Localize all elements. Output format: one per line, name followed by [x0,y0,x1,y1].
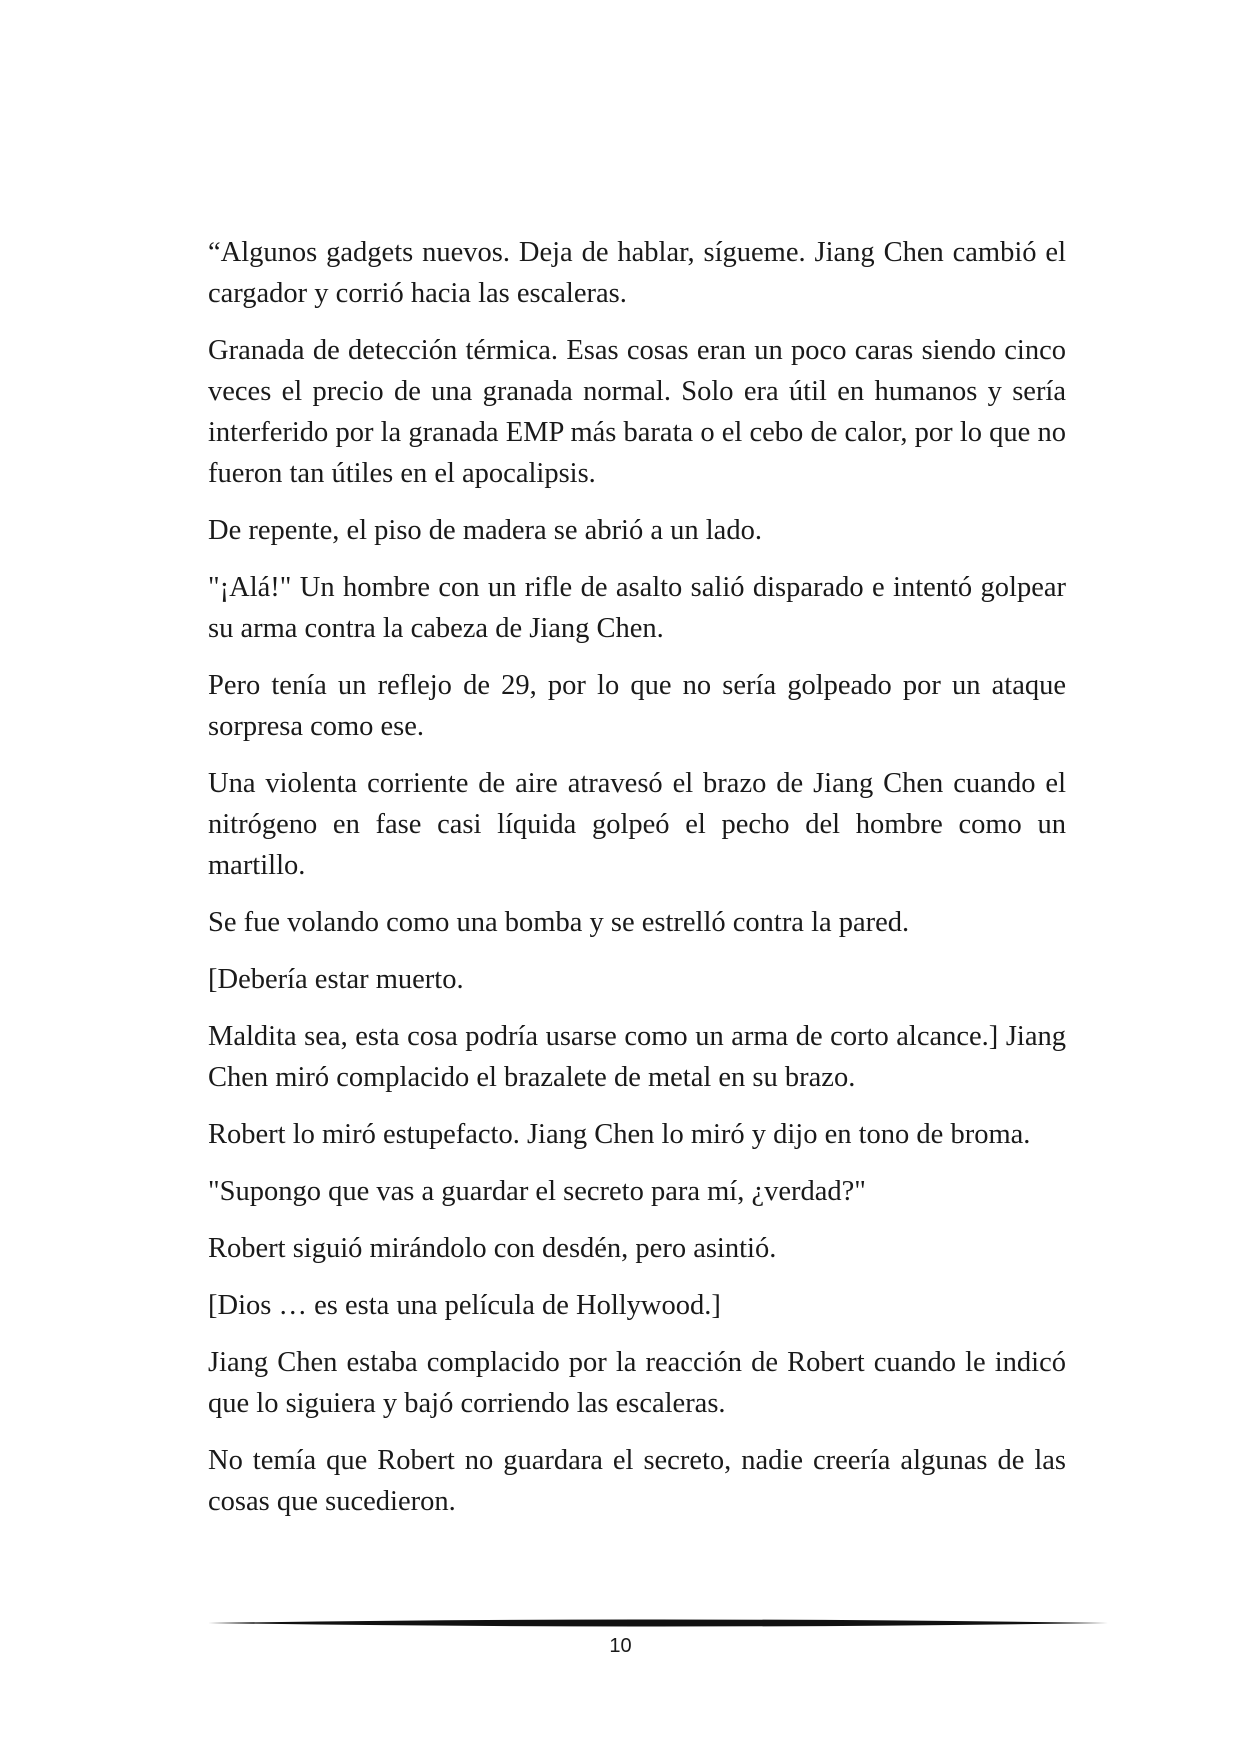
body-text [208,232,1066,1538]
paragraph-2: Granada de detección térmica. Esas cosas eran un poco caras siendo cinco veces el precio de una granada normal. Solo era útil en humanos y sería interferido por la granada EMP más barata o el cebo de calor, por lo que no fueron tan útiles en el apocalipsis. [208,335,1066,489]
footer-divider [208,1618,1108,1628]
paragraph-12: Robert siguió mirándolo con desdén, pero asintió. [208,1233,777,1264]
page-number: 10 [609,1635,632,1657]
paragraph-3: De repente, el piso de madera se abrió a un lado. [208,515,762,546]
paragraph-5: Pero tenía un reflejo de 29, por lo que no sería golpeado por un ataque sorpresa como ese. [208,670,1066,742]
paragraph-11: "Supongo que vas a guardar el secreto para mí, ¿verdad?" [208,1176,866,1207]
paragraph-1: “Algunos gadgets nuevos. Deja de hablar, sígueme. Jiang Chen cambió el cargador y corrió hacia las escaleras. [208,237,1066,309]
paragraph-14: Jiang Chen estaba complacido por la reacción de Robert cuando le indicó que lo siguiera y bajó corriendo las escaleras. [208,1347,1066,1419]
paragraph-10: Robert lo miró estupefacto. Jiang Chen lo miró y dijo en tono de broma. [208,1119,1031,1150]
paragraph-8: [Debería estar muerto. [208,964,464,995]
paragraph-15: No temía que Robert no guardara el secreto, nadie creería algunas de las cosas que sucedieron. [208,1445,1066,1517]
paragraph-4: "¡Alá!" Un hombre con un rifle de asalto salió disparado e intentó golpear su arma contra la cabeza de Jiang Chen. [208,572,1066,644]
paragraph-13: [Dios … es esta una película de Hollywood.] [208,1290,721,1321]
paragraph-7: Se fue volando como una bomba y se estrelló contra la pared. [208,907,910,938]
paragraph-9: Maldita sea, esta cosa podría usarse como un arma de corto alcance.] Jiang Chen miró complacido el brazalete de metal en su brazo. [208,1021,1066,1093]
paragraph-6: Una violenta corriente de aire atravesó el brazo de Jiang Chen cuando el nitrógeno en fase casi líquida golpeó el pecho del hombre como un martillo. [208,768,1066,881]
